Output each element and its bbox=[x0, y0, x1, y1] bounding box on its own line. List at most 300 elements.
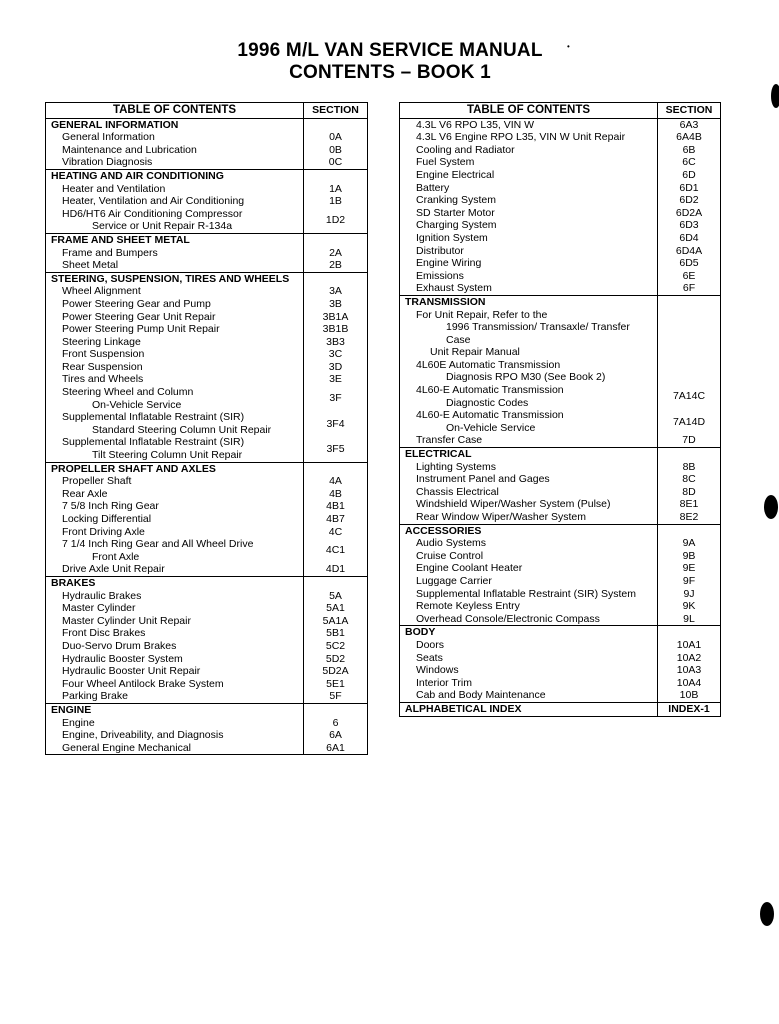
toc-section-heading-code bbox=[658, 626, 720, 639]
toc-entry-row bbox=[46, 411, 367, 436]
toc-entry-title: Vibration Diagnosis bbox=[62, 156, 153, 169]
toc-entry-section-code: 4B1 bbox=[326, 500, 345, 513]
toc-entry-row bbox=[46, 144, 367, 157]
toc-entry-label bbox=[46, 690, 304, 703]
toc-entry-title: Windows bbox=[416, 664, 459, 677]
toc-entry-title: Windshield Wiper/Washer System (Pulse) bbox=[416, 498, 611, 511]
toc-entry-row bbox=[46, 131, 367, 144]
toc-entry-title: Battery bbox=[416, 181, 450, 194]
toc-entry-section-code: 8E1 bbox=[679, 498, 699, 511]
toc-entry-label bbox=[46, 298, 304, 311]
toc-entry-subtitle: On-Vehicle Service bbox=[92, 398, 182, 411]
toc-entry-row bbox=[400, 550, 720, 563]
toc-entry-section-code: 6 bbox=[332, 716, 339, 729]
toc-section-heading-row bbox=[46, 234, 367, 247]
toc-entry-row bbox=[400, 664, 720, 677]
toc-entry-title: Rear Suspension bbox=[62, 360, 143, 373]
toc-entry-label bbox=[400, 219, 658, 232]
toc-entry-title: Rear Window Wiper/Washer System bbox=[416, 511, 586, 523]
toc-entry-row bbox=[400, 486, 720, 499]
toc-entry-title: Cranking System bbox=[416, 194, 496, 207]
toc-entry-row bbox=[400, 537, 720, 550]
toc-entry-section-code: 5D2A bbox=[322, 665, 349, 678]
toc-entry-row bbox=[400, 270, 720, 283]
toc-entry-title: Hydraulic Brakes bbox=[62, 589, 142, 602]
toc-entry-label bbox=[46, 386, 304, 411]
toc-entry-row bbox=[46, 653, 367, 666]
toc-section-heading-row bbox=[400, 296, 720, 309]
toc-entry-title: Drive Axle Unit Repair bbox=[62, 563, 165, 576]
toc-entry-row bbox=[400, 144, 720, 157]
toc-entry-title: Power Steering Pump Unit Repair bbox=[62, 323, 220, 336]
toc-entry-title: Power Steering Gear and Pump bbox=[62, 297, 211, 310]
toc-entry-title: Sheet Metal bbox=[62, 259, 119, 272]
toc-entry-title: Engine, Driveability, and Diagnosis bbox=[62, 729, 224, 742]
toc-entry-section-code bbox=[658, 359, 720, 384]
toc-section-group bbox=[400, 296, 720, 448]
toc-entry-row bbox=[46, 742, 367, 755]
toc-entry-label bbox=[400, 282, 658, 295]
toc-entry-section-code: 3F5 bbox=[326, 442, 345, 455]
toc-section-heading-code bbox=[304, 119, 367, 132]
toc-entry-row bbox=[400, 194, 720, 207]
toc-section-group bbox=[400, 448, 720, 525]
toc-entry-row bbox=[46, 361, 367, 374]
binding-hole-mark bbox=[771, 84, 779, 108]
toc-entry-title: Supplemental Inflatable Restraint (SIR) bbox=[62, 436, 245, 449]
toc-section-heading: STEERING, SUSPENSION, TIRES AND WHEELS bbox=[46, 273, 304, 286]
toc-entry-label bbox=[46, 640, 304, 653]
toc-entry-section-code: 1B bbox=[329, 195, 342, 208]
toc-section-group bbox=[46, 170, 367, 234]
toc-entry-label bbox=[46, 665, 304, 678]
toc-entry-row bbox=[46, 156, 367, 169]
toc-entry-row bbox=[400, 156, 720, 169]
toc-section-group bbox=[400, 525, 720, 627]
toc-entry-title: Engine Electrical bbox=[416, 168, 495, 181]
toc-section-group bbox=[46, 704, 367, 754]
toc-entry-title: Front Suspension bbox=[62, 348, 145, 361]
toc-entry-row bbox=[400, 639, 720, 652]
toc-entry-row bbox=[46, 336, 367, 349]
toc-entry-subtitle: Unit Repair Manual bbox=[430, 346, 520, 359]
toc-entry-section-code: 4B bbox=[329, 487, 342, 500]
toc-entry-section-code: 3F bbox=[329, 392, 342, 405]
toc-header-label: TABLE OF CONTENTS bbox=[400, 103, 658, 118]
toc-section-heading-code bbox=[304, 704, 367, 717]
toc-entry-section-code: 6A4B bbox=[676, 131, 702, 144]
toc-entry-row bbox=[46, 247, 367, 260]
toc-entry-row bbox=[400, 652, 720, 665]
toc-section-heading-row bbox=[46, 463, 367, 476]
toc-entry-row bbox=[400, 498, 720, 511]
toc-section-heading: FRAME AND SHEET METAL bbox=[46, 234, 304, 247]
toc-entry-label bbox=[46, 627, 304, 640]
toc-entry-row bbox=[46, 475, 367, 488]
toc-entry-label bbox=[46, 323, 304, 336]
toc-entry-row bbox=[46, 615, 367, 628]
toc-entry-row bbox=[46, 208, 367, 233]
stray-mark: • bbox=[567, 42, 570, 51]
toc-entry-section-code: 3E bbox=[329, 373, 342, 386]
toc-entry-label bbox=[400, 461, 658, 474]
toc-entry-subtitle: Standard Steering Column Unit Repair bbox=[92, 423, 272, 436]
toc-section-heading-code bbox=[658, 525, 720, 538]
toc-entry-row bbox=[400, 434, 720, 447]
toc-entry-label bbox=[400, 359, 658, 384]
toc-section-heading-code bbox=[658, 448, 720, 461]
toc-entry-row bbox=[400, 257, 720, 270]
toc-entry-title: 4L60-E Automatic Transmission bbox=[416, 409, 564, 422]
toc-entry-label bbox=[400, 677, 658, 690]
toc-entry-title: Wheel Alignment bbox=[62, 285, 141, 298]
toc-entry-title: Supplemental Inflatable Restraint (SIR) bbox=[62, 411, 245, 424]
toc-section-group bbox=[46, 273, 367, 463]
toc-entry-section-code: 9E bbox=[682, 562, 696, 575]
toc-entry-title: Chassis Electrical bbox=[416, 485, 499, 498]
toc-entry-section-code: 6F bbox=[682, 282, 696, 295]
toc-entry-label bbox=[46, 678, 304, 691]
toc-entry-title: Audio Systems bbox=[416, 537, 487, 550]
toc-entry-title: Power Steering Gear Unit Repair bbox=[62, 310, 216, 323]
toc-entry-title: Engine Coolant Heater bbox=[416, 562, 523, 575]
toc-entry-subtitle: Diagnostic Codes bbox=[446, 396, 529, 409]
toc-entry-row bbox=[46, 298, 367, 311]
toc-entry-row bbox=[46, 500, 367, 513]
toc-section-heading-code bbox=[304, 170, 367, 183]
toc-entry-section-code: 6A bbox=[329, 729, 342, 742]
toc-entry-title: General Information bbox=[62, 131, 155, 144]
toc-entry-label bbox=[400, 550, 658, 563]
toc-entry-label bbox=[400, 270, 658, 283]
toc-entry-label bbox=[46, 373, 304, 386]
toc-entry-section-code: 9L bbox=[683, 612, 695, 625]
binding-hole-mark bbox=[764, 495, 778, 519]
toc-entry-label bbox=[400, 257, 658, 270]
toc-entry-section-code: 4D1 bbox=[325, 563, 346, 576]
toc-entry-label bbox=[46, 311, 304, 324]
toc-entry-label bbox=[400, 119, 658, 132]
toc-entry-section-code: 5A bbox=[329, 589, 342, 602]
toc-section-heading-row bbox=[46, 704, 367, 717]
toc-entry-row bbox=[46, 183, 367, 196]
toc-entry-row bbox=[46, 513, 367, 526]
toc-entry-title: Interior Trim bbox=[416, 676, 473, 689]
toc-entry-section-code: 5A1A bbox=[322, 614, 349, 627]
toc-section-heading: BRAKES bbox=[46, 577, 304, 590]
toc-section-heading-code bbox=[304, 577, 367, 590]
toc-section-heading-row bbox=[400, 448, 720, 461]
toc-entry-label bbox=[400, 575, 658, 588]
toc-entry-section-code: 10A2 bbox=[676, 651, 702, 664]
toc-entry-title: Engine bbox=[62, 716, 95, 729]
toc-entry-subtitle: Service or Unit Repair R-134a bbox=[92, 220, 233, 233]
toc-entry-title: Luggage Carrier bbox=[416, 574, 492, 587]
toc-entry-label bbox=[46, 538, 304, 563]
toc-entry-section-code: 0A bbox=[329, 131, 342, 144]
toc-section-heading: ELECTRICAL bbox=[400, 448, 658, 461]
toc-entry-label bbox=[400, 131, 658, 144]
toc-entry-row bbox=[400, 600, 720, 613]
toc-entry-row bbox=[46, 717, 367, 730]
toc-entry-title: Supplemental Inflatable Restraint (SIR) System bbox=[416, 587, 637, 600]
toc-section-group bbox=[46, 119, 367, 170]
toc-entry-label bbox=[46, 717, 304, 730]
toc-entry-row bbox=[46, 386, 367, 411]
toc-entry-section-code: 3D bbox=[328, 360, 343, 373]
toc-section-heading-row bbox=[46, 577, 367, 590]
toc-entry-title: Duo-Servo Drum Brakes bbox=[62, 639, 177, 652]
toc-entry-row bbox=[400, 461, 720, 474]
toc-entry-title: Front Disc Brakes bbox=[62, 627, 146, 640]
toc-section-heading-code bbox=[304, 273, 367, 286]
toc-entry-section-code bbox=[658, 309, 720, 359]
toc-section-heading-code bbox=[304, 463, 367, 476]
toc-entry-row bbox=[46, 373, 367, 386]
toc-entry-title: Seats bbox=[416, 651, 443, 664]
toc-entry-label bbox=[400, 232, 658, 245]
binding-hole-mark bbox=[760, 902, 774, 926]
toc-entry-section-code: 1A bbox=[329, 182, 342, 195]
toc-entry-section-code: 8B bbox=[682, 460, 696, 473]
toc-entry-section-code: 10A1 bbox=[676, 638, 702, 651]
toc-entry-title: 4L60-E Automatic Transmission bbox=[416, 384, 564, 397]
toc-entry-subtitle: On-Vehicle Service bbox=[446, 421, 536, 434]
toc-entry-label bbox=[46, 247, 304, 260]
toc-entry-title: Fuel System bbox=[416, 156, 475, 169]
toc-entry-row bbox=[46, 488, 367, 501]
toc-entry-label bbox=[400, 511, 658, 524]
toc-entry-section-code: 4A bbox=[329, 475, 342, 488]
toc-entry-row bbox=[400, 409, 720, 434]
toc-entry-section-code: 8C bbox=[682, 473, 696, 486]
toc-entry-section-code: 7D bbox=[682, 434, 696, 447]
toc-entry-row bbox=[400, 588, 720, 601]
toc-entry-title: Charging System bbox=[416, 219, 497, 232]
toc-section-group bbox=[400, 626, 720, 703]
toc-entry-title: General Engine Mechanical bbox=[62, 741, 191, 754]
toc-entry-title: Cruise Control bbox=[416, 549, 484, 562]
toc-entry-section-code: 6A1 bbox=[326, 741, 345, 754]
toc-section-heading-code bbox=[304, 234, 367, 247]
toc-entry-title: Distributor bbox=[416, 244, 464, 257]
toc-entry-title: For Unit Repair, Refer to the bbox=[416, 308, 548, 321]
toc-entry-title: Front Driving Axle bbox=[62, 525, 145, 538]
toc-section-heading: PROPELLER SHAFT AND AXLES bbox=[46, 463, 304, 476]
toc-entry-row bbox=[400, 131, 720, 144]
toc-entry-label bbox=[46, 348, 304, 361]
toc-section-heading: GENERAL INFORMATION bbox=[46, 119, 304, 132]
toc-entry-title: Frame and Bumpers bbox=[62, 246, 158, 259]
toc-entry-label bbox=[400, 537, 658, 550]
toc-entry-title: Instrument Panel and Gages bbox=[416, 473, 550, 486]
toc-header-section: SECTION bbox=[312, 104, 359, 116]
toc-header bbox=[46, 103, 367, 119]
toc-entry-label bbox=[46, 488, 304, 501]
toc-entry-row bbox=[46, 259, 367, 272]
toc-entry-row bbox=[400, 282, 720, 295]
toc-section-heading: HEATING AND AIR CONDITIONING bbox=[46, 170, 304, 183]
toc-entry-title: Tires and Wheels bbox=[62, 373, 144, 386]
toc-entry-section-code: 7A14D bbox=[672, 415, 706, 428]
toc-entry-label bbox=[400, 613, 658, 626]
toc-entry-title: 4.3L V6 RPO L35, VIN W bbox=[416, 118, 535, 131]
toc-entry-title: Steering Wheel and Column bbox=[62, 386, 194, 399]
toc-entry-title: Steering Linkage bbox=[62, 335, 141, 348]
toc-entry-title: Lighting Systems bbox=[416, 460, 496, 473]
toc-entry-label bbox=[46, 208, 304, 233]
toc-entry-title: Emissions bbox=[416, 269, 464, 282]
toc-entry-section-code: 3B1B bbox=[322, 323, 349, 336]
toc-entry-title: Locking Differential bbox=[62, 513, 152, 525]
toc-entry-row bbox=[400, 182, 720, 195]
toc-entry-section-code: 0C bbox=[328, 156, 343, 169]
toc-entry-label bbox=[46, 131, 304, 144]
toc-entry-row bbox=[46, 729, 367, 742]
toc-entry-row bbox=[400, 359, 720, 384]
toc-entry-row bbox=[46, 526, 367, 539]
toc-entry-label bbox=[400, 207, 658, 220]
toc-section-heading-row bbox=[46, 273, 367, 286]
toc-entry-section-code: 9K bbox=[682, 600, 696, 613]
toc-entry-subtitle: Diagnosis RPO M30 (See Book 2) bbox=[446, 371, 606, 384]
toc-entry-label bbox=[400, 169, 658, 182]
toc-entry-title: Heater and Ventilation bbox=[62, 182, 166, 195]
toc-entry-subtitle: 1996 Transmission/ Transaxle/ Transfer Case bbox=[446, 321, 630, 346]
toc-entry-row bbox=[400, 119, 720, 132]
toc-entry-row bbox=[400, 245, 720, 258]
toc-entry-row bbox=[46, 436, 367, 461]
toc-entry-section-code: 6D5 bbox=[679, 257, 699, 270]
toc-entry-subtitle: Front Axle bbox=[92, 550, 140, 563]
toc-entry-label bbox=[46, 285, 304, 298]
toc-entry-label bbox=[400, 639, 658, 652]
toc-entry-section-code: 5C2 bbox=[325, 639, 346, 652]
toc-entry-title: Master Cylinder Unit Repair bbox=[62, 614, 191, 627]
toc-section-heading: TRANSMISSION bbox=[400, 296, 658, 309]
toc-entry-title: Exhaust System bbox=[416, 282, 492, 295]
toc-section-heading: ACCESSORIES bbox=[400, 525, 658, 538]
toc-entry-title: Ignition System bbox=[416, 231, 488, 244]
toc-entry-section-code: 1D2 bbox=[325, 214, 346, 227]
toc-entry-section-code: 7A14C bbox=[672, 390, 706, 403]
toc-entry-row bbox=[46, 348, 367, 361]
toc-entry-label bbox=[46, 602, 304, 615]
toc-entry-label bbox=[46, 513, 304, 526]
toc-entry-title: 4.3L V6 Engine RPO L35, VIN W Unit Repair bbox=[416, 131, 626, 144]
toc-entry-label bbox=[46, 475, 304, 488]
toc-entry-label bbox=[400, 144, 658, 157]
toc-entry-title: Maintenance and Lubrication bbox=[62, 143, 197, 156]
page-subtitle: CONTENTS – BOOK 1 bbox=[289, 62, 491, 83]
toc-entry-section-code: 3B bbox=[329, 297, 342, 310]
toc-entry-section-code: 6D bbox=[682, 168, 696, 181]
toc-entry-section-code: 8E2 bbox=[679, 511, 699, 523]
toc-entry-title: Parking Brake bbox=[62, 690, 128, 703]
toc-entry-label bbox=[46, 526, 304, 539]
page-title: 1996 M/L VAN SERVICE MANUAL bbox=[237, 40, 543, 61]
toc-entry-label bbox=[400, 664, 658, 677]
toc-entry-label bbox=[400, 652, 658, 665]
toc-section-heading-row bbox=[46, 119, 367, 132]
toc-entry-section-code: 10B bbox=[679, 689, 699, 702]
toc-entry-row bbox=[400, 677, 720, 690]
toc-section-heading: ALPHABETICAL INDEX bbox=[400, 703, 658, 716]
toc-entry-row bbox=[46, 195, 367, 208]
toc-entry-title: Hydraulic Booster Unit Repair bbox=[62, 665, 201, 678]
toc-entry-row bbox=[400, 562, 720, 575]
toc-entry-row bbox=[400, 473, 720, 486]
toc-entry-label bbox=[46, 563, 304, 576]
toc-entry-title: Engine Wiring bbox=[416, 257, 482, 270]
toc-entry-label bbox=[46, 500, 304, 513]
toc-entry-section-code: 6D4A bbox=[675, 244, 703, 257]
toc-entry-section-code: 9A bbox=[682, 537, 696, 550]
toc-entry-section-code: 2A bbox=[329, 246, 342, 259]
toc-entry-title: 7 5/8 Inch Ring Gear bbox=[62, 500, 159, 513]
toc-entry-label bbox=[46, 436, 304, 461]
toc-entry-label bbox=[46, 742, 304, 755]
toc-entry-section-code: 5A1 bbox=[326, 602, 345, 615]
toc-entry-title: HD6/HT6 Air Conditioning Compressor bbox=[62, 207, 243, 220]
toc-entry-row bbox=[46, 627, 367, 640]
toc-entry-section-code: 6D1 bbox=[679, 181, 699, 194]
toc-section-heading-row bbox=[400, 703, 720, 716]
toc-entry-row bbox=[46, 285, 367, 298]
toc-entry-section-code: 6C bbox=[682, 156, 696, 169]
toc-entry-row bbox=[400, 511, 720, 524]
toc-section-heading: ENGINE bbox=[46, 704, 304, 717]
toc-entry-row bbox=[46, 690, 367, 703]
toc-entry-section-code: 9J bbox=[683, 587, 695, 600]
toc-entry-section-code: 3F4 bbox=[326, 417, 345, 430]
toc-entry-section-code: 4C bbox=[328, 525, 343, 538]
toc-entry-section-code: 2B bbox=[329, 259, 342, 272]
toc-entry-label bbox=[400, 498, 658, 511]
toc-entry-title: Remote Keyless Entry bbox=[416, 600, 520, 613]
toc-entry-section-code: 5F bbox=[329, 690, 342, 703]
toc-section-heading-code: INDEX-1 bbox=[668, 702, 710, 715]
toc-section-group bbox=[46, 577, 367, 704]
toc-section-group bbox=[46, 463, 367, 577]
toc-section-group bbox=[46, 234, 367, 273]
toc-entry-label bbox=[400, 600, 658, 613]
toc-entry-title: Heater, Ventilation and Air Conditioning bbox=[62, 195, 245, 208]
toc-entry-label bbox=[46, 183, 304, 196]
toc-entry-row bbox=[400, 309, 720, 359]
toc-entry-section-code: 10A3 bbox=[676, 664, 702, 677]
toc-entry-row bbox=[400, 613, 720, 626]
toc-entry-section-code: 3B1A bbox=[322, 310, 349, 323]
toc-entry-title: Propeller Shaft bbox=[62, 475, 132, 488]
toc-header-section: SECTION bbox=[665, 104, 713, 116]
toc-entry-label bbox=[46, 615, 304, 628]
toc-entry-section-code: 6D2A bbox=[675, 206, 703, 219]
toc-section-heading-row bbox=[46, 170, 367, 183]
toc-entry-label bbox=[46, 259, 304, 272]
toc-entry-label bbox=[400, 434, 658, 447]
toc-entry-label bbox=[400, 156, 658, 169]
toc-section-heading-row bbox=[400, 626, 720, 639]
toc-entry-section-code: 5D2 bbox=[325, 652, 346, 665]
toc-entry-title: Transfer Case bbox=[416, 434, 483, 447]
toc-entry-title: Master Cylinder bbox=[62, 602, 136, 615]
toc-entry-title: Rear Axle bbox=[62, 487, 108, 500]
toc-entry-section-code: 3A bbox=[329, 285, 342, 298]
toc-entry-row bbox=[400, 232, 720, 245]
toc-entry-label bbox=[400, 309, 658, 359]
toc-header bbox=[400, 103, 720, 119]
